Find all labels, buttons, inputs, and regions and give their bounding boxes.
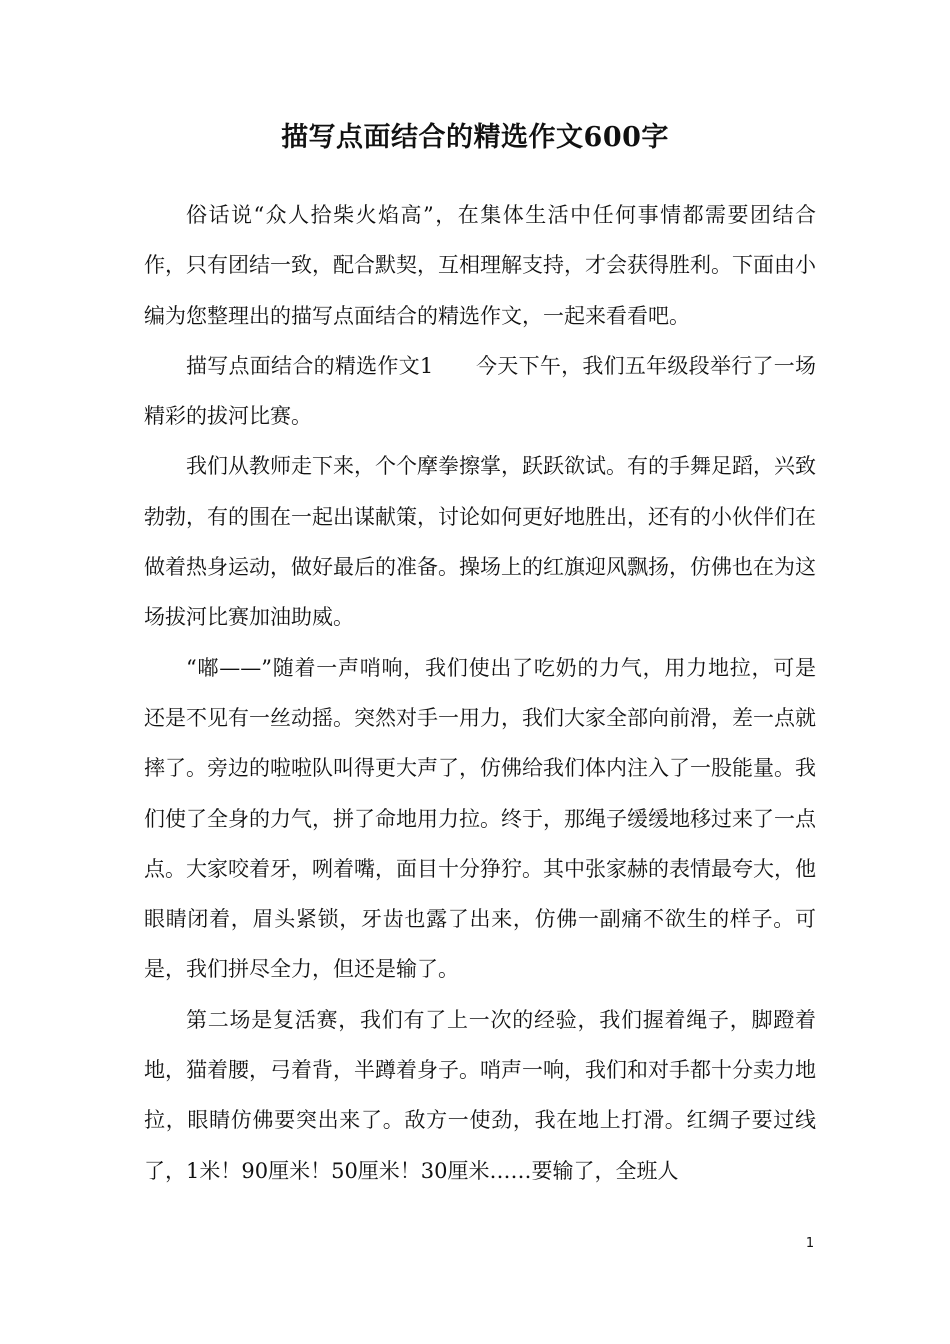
paragraph-intro: 俗话说“众人拾柴火焰高”，在集体生活中任何事情都需要团结合作，只有团结一致，配合默契，互相理解支持，才会获得胜利。下面由小编为您整理出的描写点面结合的精选作文，一起来看看吧。 <box>144 203 816 328</box>
document-title: 描写点面结合的精选作文600字 <box>281 122 669 153</box>
page-number: 1 <box>805 1236 815 1251</box>
document-body <box>144 190 816 1196</box>
paragraph-first-round: “嘟——”随着一声哨响，我们使出了吃奶的力气，用力地拉，可是还是不见有一丝动摇。突然对手一用力，我们大家全部向前滑，差一点就摔了。旁边的啦啦队叫得更大声了，仿佛给我们体内注入了一股能量。我们使了全身的力气，拼了命地用力拉。终于，那绳子缓缓地移过来了一点点。大家咬着牙，咧着嘴，面目十分狰狞。其中张家赫的表情最夸大，他眼睛闭着，眉头紧锁，牙齿也露了出来，仿佛一副痛不欲生的样子。可是，我们拼尽全力，但还是输了。 <box>144 655 816 982</box>
paragraph-second-round: 第二场是复活赛，我们有了上一次的经验，我们握着绳子，脚蹬着地，猫着腰，弓着背，半蹲着身子。哨声一响，我们和对手都十分卖力地拉，眼睛仿佛要突出来了。敌方一使劲，我在地上打滑。红绸子要过线了，1米！90厘米！50厘米！30厘米……要输了，全班人 <box>144 1007 816 1183</box>
paragraph-preparation: 我们从教师走下来，个个摩拳擦掌，跃跃欲试。有的手舞足蹈，兴致勃勃，有的围在一起出谋献策，讨论如何更好地胜出，还有的小伙伴们在做着热身运动，做好最后的准备。操场上的红旗迎风飘扬，仿佛也在为这场拔河比赛加油助威。 <box>144 454 816 630</box>
paragraph-essay-heading: 描写点面结合的精选作文1 今天下午，我们五年级段举行了一场精彩的拔河比赛。 <box>144 353 816 429</box>
